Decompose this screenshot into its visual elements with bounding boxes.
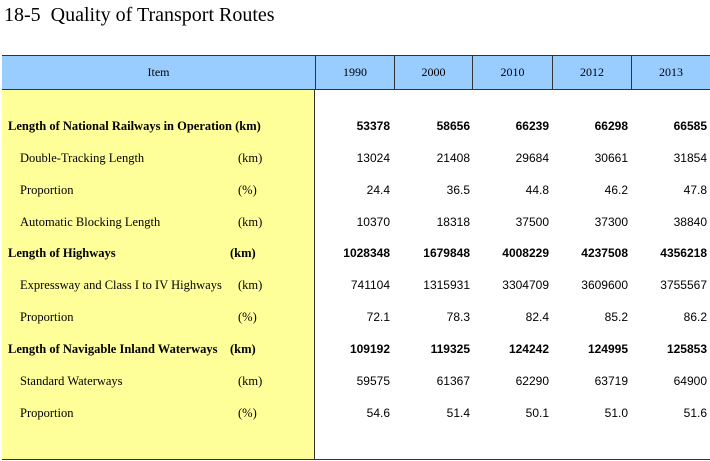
table-cell: 54.6 [366,406,390,420]
row-unit: (km) [238,215,263,229]
table-row [2,110,710,142]
table-cell: 50.1 [525,406,549,420]
table-cell: 37500 [515,215,549,229]
table-cell: 18318 [436,215,470,229]
table-cell: 29684 [515,151,549,165]
header-year: 2012 [552,56,631,89]
table-cell: 66585 [673,119,707,133]
table-cell: 124995 [587,342,628,356]
row-label: Automatic Blocking Length [20,215,161,229]
header-year: 2010 [472,56,552,89]
table-row [2,142,710,174]
header-year: 2000 [394,56,472,89]
table-row [2,301,710,333]
table-cell: 47.8 [683,183,707,197]
row-label: Proportion [20,183,74,197]
table-cell: 4356218 [660,246,707,260]
table-cell: 86.2 [683,310,707,324]
table-cell: 44.8 [525,183,549,197]
row-unit: (%) [238,406,257,420]
table-row [2,333,710,365]
table-cell: 53378 [356,119,390,133]
table-cell: 124242 [508,342,549,356]
data-table [2,55,710,460]
row-unit: (km) [230,246,256,260]
table-cell: 46.2 [604,183,628,197]
table-bottom-border [2,459,710,460]
table-cell: 31854 [673,151,707,165]
table-cell: 24.4 [366,183,390,197]
table-cell: 37300 [594,215,628,229]
table-cell: 66239 [515,119,549,133]
table-row [2,206,710,238]
table-row [2,269,710,301]
table-cell: 30661 [594,151,628,165]
table-cell: 10370 [356,215,390,229]
table-cell: 72.1 [366,310,390,324]
table-cell: 38840 [673,215,707,229]
table-cell: 4008229 [502,246,549,260]
table-cell: 78.3 [446,310,470,324]
table-cell: 119325 [430,342,470,356]
row-unit: (%) [238,183,257,197]
table-cell: 741104 [350,278,390,292]
table-cell: 109192 [349,342,390,356]
table-cell: 66298 [594,119,628,133]
table-cell: 1028348 [343,246,390,260]
table-cell: 62290 [515,374,549,388]
table-cell: 1679848 [423,246,470,260]
row-label: Double-Tracking Length [20,151,145,165]
table-cell: 82.4 [525,310,549,324]
row-unit: (km) [238,374,263,388]
table-row [2,237,710,269]
row-label: Proportion [20,406,74,420]
row-unit: (km) [238,278,263,292]
table-cell: 85.2 [604,310,628,324]
table-cell: 61367 [436,374,470,388]
row-unit: (%) [238,310,257,324]
row-label: Expressway and Class I to IV Highways [20,278,222,292]
table-cell: 125853 [666,342,707,356]
row-label: Length of National Railways in Operation (km) [8,119,261,133]
header-year: 2013 [631,56,710,89]
table-cell: 51.6 [683,406,707,420]
table-cell: 13024 [356,151,390,165]
row-label: Proportion [20,310,74,324]
table-cell: 1315931 [423,278,470,292]
table-cell: 3609600 [581,278,628,292]
table-cell: 3755567 [660,278,707,292]
table-row [2,365,710,397]
table-cell: 3304709 [502,278,549,292]
table-cell: 64900 [673,374,707,388]
row-unit: (km) [238,151,263,165]
header-item: Item [147,65,170,79]
table-cell: 36.5 [446,183,470,197]
table-cell: 51.4 [446,406,470,420]
row-unit: (km) [230,342,256,356]
header-year: 1990 [315,56,394,89]
table-cell: 51.0 [604,406,628,420]
page-title: 18-5 Quality of Transport Routes [4,4,275,26]
row-label: Length of Highways [8,246,116,260]
row-label: Standard Waterways [20,374,123,388]
table-row [2,397,710,429]
table-cell: 59575 [356,374,390,388]
table-header [2,55,710,90]
table-row [2,174,710,206]
table-cell: 4237508 [581,246,628,260]
table-cell: 21408 [436,151,470,165]
row-label: Length of Navigable Inland Waterways [8,342,218,356]
table-cell: 58656 [436,119,470,133]
table-cell: 63719 [594,374,628,388]
